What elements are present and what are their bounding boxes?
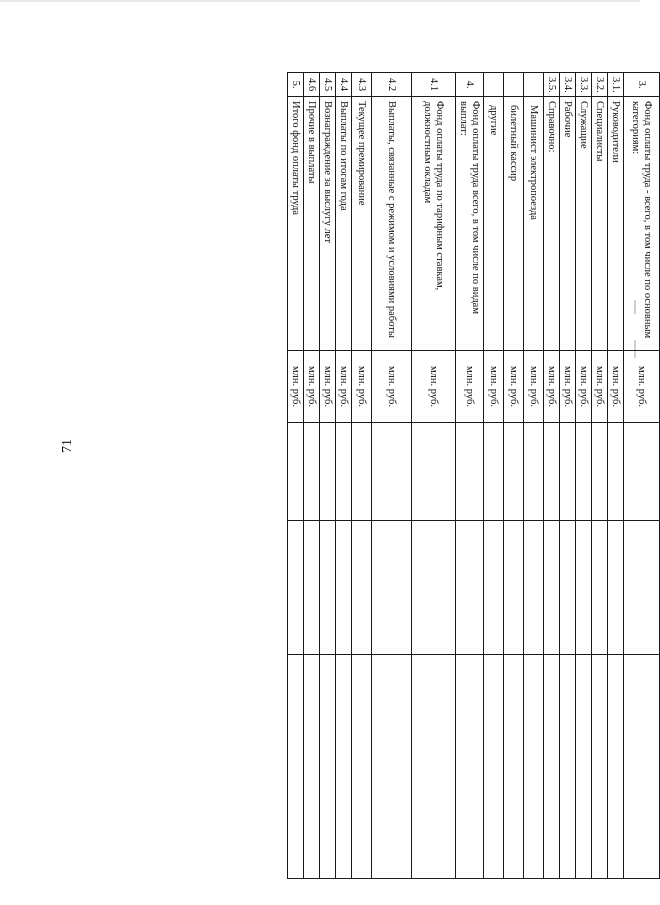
empty-value-cell [504,423,524,521]
indicator-name-cell: Вознаграждение за выслугу лет [320,97,336,351]
empty-value-cell [288,423,304,521]
empty-value-cell [608,423,624,521]
table-row [372,73,412,879]
unit-cell: млн. руб. [592,351,608,423]
empty-value-cell [412,655,456,879]
empty-value-cell [576,423,592,521]
indicator-name-cell: Фонд оплаты труда по тарифным ставкам, должностным окладам [412,97,456,351]
row-number-cell [524,73,544,97]
indicator-name-cell: Фонд оплаты труда всего, в том числе по видам выплат: [456,97,484,351]
empty-value-cell [412,423,456,521]
empty-value-cell [504,655,524,879]
unit-cell: млн. руб. [504,351,524,423]
table-row [544,73,560,879]
empty-value-cell [592,423,608,521]
unit-cell: млн. руб. [576,351,592,423]
empty-value-cell [412,521,456,655]
empty-value-cell [336,521,352,655]
unit-cell: млн. руб. [608,351,624,423]
rotated-table-container [290,72,660,878]
table-row [524,73,544,879]
indicator-name-cell: Выплаты по итогам года [336,97,352,351]
row-number-cell: 4.4 [336,73,352,97]
empty-value-cell [524,521,544,655]
empty-value-cell [352,423,372,521]
empty-value-cell [372,655,412,879]
empty-value-cell [544,423,560,521]
table-row [560,73,576,879]
unit-cell: млн. руб. [372,351,412,423]
empty-value-cell [624,521,660,655]
indicator-name-cell: Прочие в выплаты [304,97,320,351]
empty-value-cell [560,521,576,655]
empty-value-cell [560,655,576,879]
row-number-cell: 4.2 [372,73,412,97]
table-row [456,73,484,879]
payroll-fund-table [287,72,660,879]
unit-cell: млн. руб. [412,351,456,423]
empty-value-cell [288,655,304,879]
indicator-name-cell: Фонд оплаты труда - всего, в том числе по основным категориям: [624,97,660,351]
table-row [352,73,372,879]
row-number-cell: 4.6 [304,73,320,97]
unit-cell: млн. руб. [352,351,372,423]
unit-cell: млн. руб. [320,351,336,423]
table-row [288,73,304,879]
empty-value-cell [320,521,336,655]
empty-value-cell [320,423,336,521]
indicator-name-cell: Справочно: [544,97,560,351]
row-number-cell: 5. [288,73,304,97]
indicator-name-cell: Итого фонд оплаты труда [288,97,304,351]
empty-value-cell [304,423,320,521]
empty-value-cell [304,655,320,879]
row-number-cell: 4. [456,73,484,97]
table-row [304,73,320,879]
row-number-cell: 3.2. [592,73,608,97]
indicator-name-cell: другие [484,97,504,351]
row-number-cell: 4.3 [352,73,372,97]
unit-cell: млн. руб. [524,351,544,423]
empty-value-cell [544,521,560,655]
empty-value-cell [576,521,592,655]
unit-cell: млн. руб. [288,351,304,423]
empty-value-cell [608,521,624,655]
empty-value-cell [624,655,660,879]
indicator-name-cell: Специалисты [592,97,608,351]
empty-value-cell [560,423,576,521]
empty-value-cell [456,521,484,655]
empty-value-cell [624,423,660,521]
table-row [592,73,608,879]
scan-edge [0,0,640,2]
table-row [624,73,660,879]
indicator-name-cell: Руководители [608,97,624,351]
empty-value-cell [336,655,352,879]
empty-value-cell [456,423,484,521]
indicator-name-cell: Машинист электропоезда [524,97,544,351]
empty-value-cell [484,521,504,655]
unit-cell: млн. руб. [336,351,352,423]
table-body [288,73,660,879]
empty-value-cell [524,655,544,879]
indicator-name-cell: Служащие [576,97,592,351]
table-row [320,73,336,879]
unit-cell: млн. руб. [484,351,504,423]
table-row [608,73,624,879]
indicator-name-cell: Рабочие [560,97,576,351]
table-row [412,73,456,879]
empty-value-cell [504,521,524,655]
empty-value-cell [524,423,544,521]
row-number-cell: 3.3. [576,73,592,97]
indicator-name-cell: билетный кассир [504,97,524,351]
empty-value-cell [352,655,372,879]
unit-cell: млн. руб. [624,351,660,423]
empty-value-cell [592,521,608,655]
table-row [336,73,352,879]
row-number-cell: 3.5. [544,73,560,97]
indicator-name-cell: Текущее премирование [352,97,372,351]
row-number-cell [484,73,504,97]
empty-value-cell [484,423,504,521]
row-number-cell: 3.4. [560,73,576,97]
unit-cell: млн. руб. [304,351,320,423]
table-row [504,73,524,879]
page-number: 71 [60,439,75,453]
empty-value-cell [336,423,352,521]
empty-value-cell [372,521,412,655]
empty-value-cell [592,655,608,879]
table-row [576,73,592,879]
empty-value-cell [456,655,484,879]
empty-value-cell [484,655,504,879]
empty-value-cell [352,521,372,655]
empty-value-cell [372,423,412,521]
unit-cell: млн. руб. [456,351,484,423]
row-number-cell: 3.1. [608,73,624,97]
empty-value-cell [608,655,624,879]
indicator-name-cell: Выплаты, связанные с режимом и условиями работы [372,97,412,351]
empty-value-cell [544,655,560,879]
empty-value-cell [288,521,304,655]
row-number-cell: 3. [624,73,660,97]
row-number-cell: 4.5 [320,73,336,97]
empty-value-cell [304,521,320,655]
empty-value-cell [576,655,592,879]
unit-cell: млн. руб. [544,351,560,423]
row-number-cell: 4.1 [412,73,456,97]
empty-value-cell [320,655,336,879]
table-row [484,73,504,879]
row-number-cell [504,73,524,97]
unit-cell: млн. руб. [560,351,576,423]
